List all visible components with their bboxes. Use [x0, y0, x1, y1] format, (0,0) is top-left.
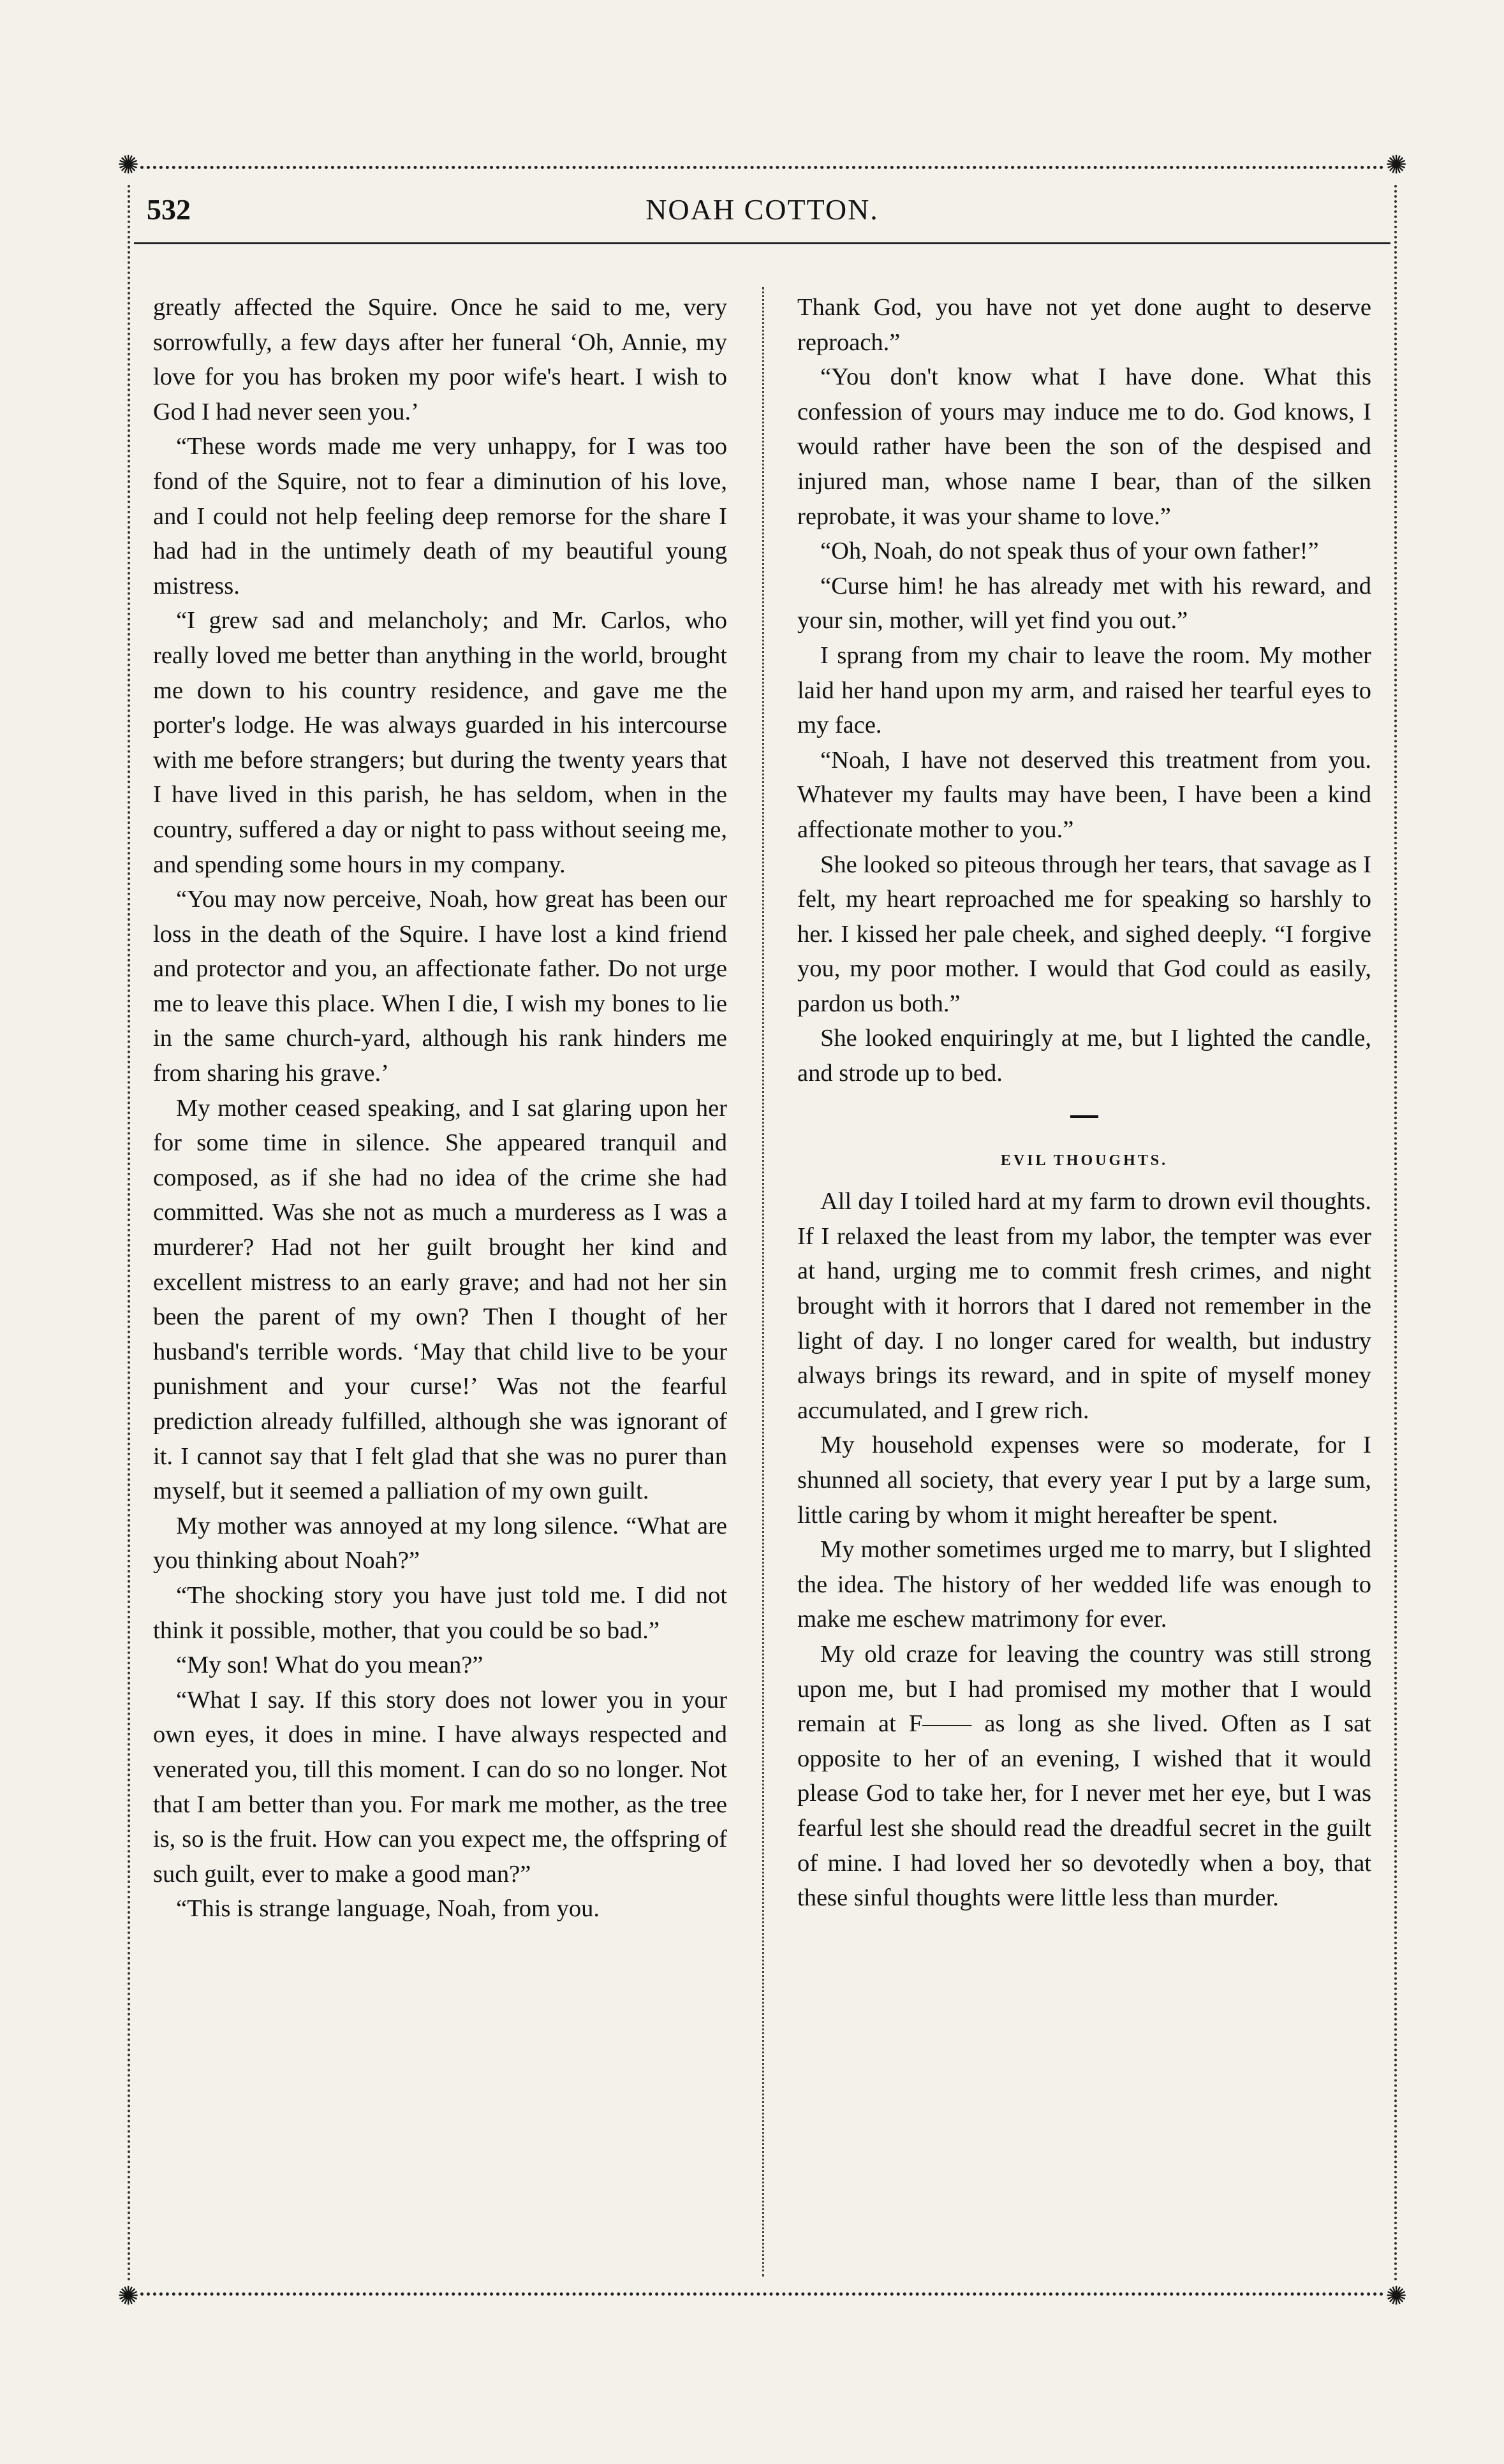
section-heading: EVIL THOUGHTS. [1000, 1152, 1169, 1169]
page-number: 532 [147, 193, 191, 226]
paragraph: “I grew sad and melancholy; and Mr. Carlos, who really loved me better than anything in the world, brought me down to his country residence, and gave me the porter's lodge. He was always guarded in his intercourse with me before strangers; but during the twenty years that I have lived in this parish, he has seldom, when in the country, suffered a day or night to pass without seeing me, and spending some hours in my company. [153, 607, 727, 878]
right-ornamental-border [1394, 185, 1397, 2283]
paragraph: “These words made me very unhappy, for I was too fond of the Squire, not to fear a diminution of his love, and I could not help feeling deep remorse for the share I had had in the untimely death of my beautiful young mistress. [153, 433, 727, 599]
paragraph: She looked enquiringly at me, but I lighted the candle, and strode up to bed. [797, 1025, 1371, 1087]
paragraph: “Oh, Noah, do not speak thus of your own father!” [820, 538, 1319, 565]
paragraph: “My son! What do you mean?” [176, 1652, 483, 1679]
right-column [797, 290, 1371, 1916]
bottom-ornamental-border [140, 2292, 1384, 2296]
section-separator [1070, 1115, 1098, 1118]
paragraph: My mother sometimes urged me to marry, but I slighted the idea. The history of her wedded life was enough to make me eschew matrimony for ever. [797, 1536, 1371, 1633]
column-divider [762, 287, 764, 2277]
top-ornamental-border [140, 166, 1384, 169]
paragraph: My mother ceased speaking, and I sat glaring upon her for some time in silence. She appeared tranquil and composed, as if she had no idea of the crime she had committed. Was she not as much a murderess as I was a murderer? Had not her guilt brought her kind and excellent mistress to an early grave; and had not her sin been the parent of my own? Then I thought of her husband's terrible words. ‘May that child live to be your punishment and your curse!’ Was not the fearful prediction already fulfilled, although she was ignorant of it. I cannot say that I felt glad that she was no purer than myself, but it seemed a palliation of my own guilt. [153, 1094, 727, 1505]
page-header [134, 185, 1390, 242]
paragraph: “Curse him! he has already met with his reward, and your sin, mother, will yet find you out.” [797, 572, 1371, 634]
book-page [117, 147, 1407, 2311]
paragraph: All day I toiled hard at my farm to drown evil thoughts. If I relaxed the least from my labor, the tempter was ever at hand, urging me to commit fresh crimes, and night brought with it horrors that I dared not remember in the light of day. I no longer cared for wealth, but industry always brings its reward, and in spite of myself money accumulated, and I grew rich. [797, 1188, 1371, 1424]
corner-ornament-icon: ✺ [1385, 150, 1407, 180]
paragraph: “The shocking story you have just told me. I did not think it possible, mother, that you could be so bad.” [153, 1581, 727, 1644]
running-title: NOAH COTTON. [645, 193, 879, 226]
paragraph: greatly affected the Squire. Once he said to me, very sorrowfully, a few days after her funeral ‘Oh, Annie, my love for you has broken my poor wife's heart. I wish to God I had never seen you.’ [153, 294, 727, 425]
paragraph: She looked so piteous through her tears, that savage as I felt, my heart reproached me for speaking so harshly to her. I kissed her pale cheek, and sighed deeply. “I forgive you, my poor mother. I would that God could as easily, pardon us both.” [797, 851, 1371, 1017]
corner-ornament-icon: ✺ [117, 150, 139, 180]
corner-ornament-icon: ✺ [117, 2282, 139, 2311]
left-column [153, 290, 727, 1926]
paragraph: “Noah, I have not deserved this treatment from you. Whatever my faults may have been, I have been a kind affectionate mother to you.” [797, 746, 1371, 843]
paragraph: My old craze for leaving the country was still strong upon me, but I had promised my mother that I would remain at F—— as long as she lived. Often as I sat opposite to her of an evening, I wished that it would please God to take her, for I never met her eye, but I was fearful lest she should read the dreadful secret in the guilt of mine. I had loved her so devotedly when a boy, that these sinful thoughts were little less than murder. [797, 1640, 1371, 1912]
paragraph: My household expenses were so moderate, for I shunned all society, that every year I put by a large sum, little caring by whom it might hereafter be spent. [797, 1432, 1371, 1529]
header-rule [134, 242, 1390, 244]
paragraph: I sprang from my chair to leave the room. My mother laid her hand upon my arm, and raised her tearful eyes to my face. [797, 642, 1371, 739]
paragraph: My mother was annoyed at my long silence. “What are you thinking about Noah?” [153, 1512, 727, 1574]
paragraph: “You may now perceive, Noah, how great has been our loss in the death of the Squire. I have lost a kind friend and protector and you, an affectionate father. Do not urge me to leave this place. When I die, I wish my bones to lie in the same church-yard, although his rank hinders me from sharing his grave.’ [153, 886, 727, 1087]
paragraph: “You don't know what I have done. What this confession of yours may induce me to do. God knows, I would rather have been the son of the despised and injured man, whose name I bear, than of the silken reprobate, it was your shame to love.” [797, 363, 1371, 530]
paragraph: Thank God, you have not yet done aught to deserve reproach.” [797, 294, 1371, 356]
paragraph: “This is strange language, Noah, from you. [176, 1895, 600, 1923]
corner-ornament-icon: ✺ [1385, 2282, 1407, 2311]
paragraph: “What I say. If this story does not lower you in your own eyes, it does in mine. I have always respected and venerated you, till this moment. I can do so no longer. Not that I am better than you. For mark me mother, as the tree is, so is the fruit. How can you expect me, the offspring of such guilt, ever to make a good man?” [153, 1686, 727, 1888]
left-ornamental-border [128, 185, 130, 2283]
